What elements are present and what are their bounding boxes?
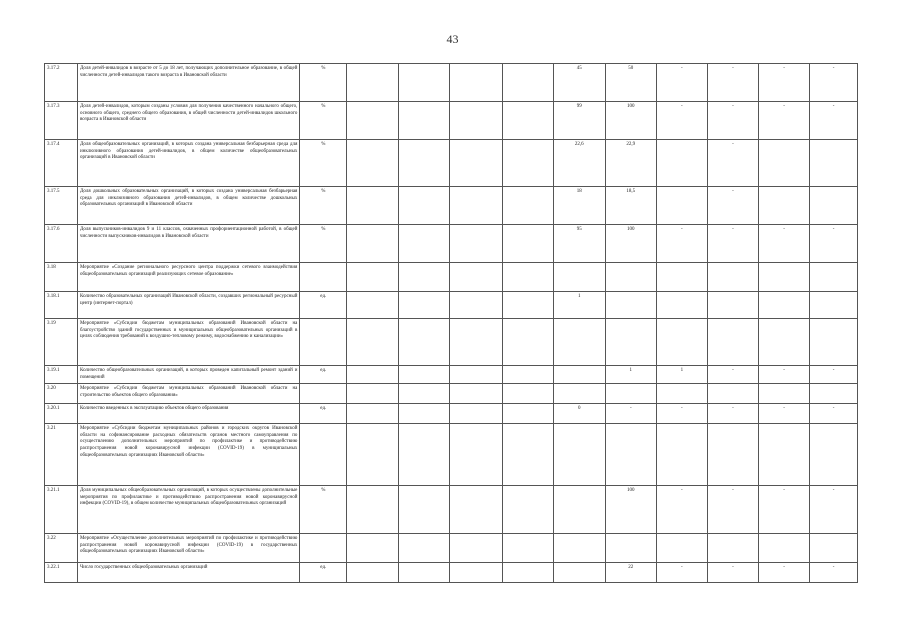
row-number: 3.17.3	[45, 102, 78, 140]
row-value: -	[759, 563, 810, 583]
row-value	[707, 424, 758, 486]
row-value	[399, 384, 450, 404]
row-value: -	[707, 404, 758, 424]
row-value: -	[707, 64, 758, 102]
row-value	[502, 404, 553, 424]
row-value: -	[810, 486, 858, 534]
table-row	[45, 404, 858, 424]
row-value	[450, 424, 502, 486]
row-number: 3.19	[45, 319, 78, 366]
table-row	[45, 187, 858, 225]
row-value	[759, 319, 810, 366]
row-value	[399, 424, 450, 486]
row-value	[399, 486, 450, 534]
row-value	[810, 263, 858, 292]
row-value	[502, 384, 553, 404]
row-value: 99	[553, 102, 605, 140]
row-value	[759, 263, 810, 292]
row-value	[502, 140, 553, 187]
row-value	[810, 424, 858, 486]
row-value	[399, 187, 450, 225]
row-value	[553, 263, 605, 292]
row-value	[656, 384, 707, 404]
row-number: 3.17.6	[45, 225, 78, 263]
row-unit: ед.	[300, 292, 347, 319]
row-unit	[300, 263, 347, 292]
row-value	[450, 319, 502, 366]
row-description: Мероприятие «Создание регионального ресурсного центра поддержки сетевого взаимодействия общеобразовательных организаций реализующих сетевое образование»	[77, 263, 299, 292]
row-value	[347, 140, 399, 187]
row-value: 0	[553, 404, 605, 424]
row-unit: %	[300, 64, 347, 102]
row-value	[605, 384, 656, 404]
row-value	[347, 319, 399, 366]
row-description: Мероприятие «Субсидии бюджетам муниципальных образований Ивановской области на строительство объектов общего образования»	[77, 384, 299, 404]
row-value	[502, 486, 553, 534]
row-value: -	[707, 225, 758, 263]
row-value	[553, 366, 605, 384]
row-value	[759, 424, 810, 486]
row-number: 3.21	[45, 424, 78, 486]
row-value	[347, 486, 399, 534]
row-value: -	[759, 486, 810, 534]
row-value	[553, 384, 605, 404]
row-value	[605, 534, 656, 563]
row-value	[450, 384, 502, 404]
row-value	[502, 534, 553, 563]
row-value	[707, 319, 758, 366]
row-unit: ед.	[300, 366, 347, 384]
table-row	[45, 366, 858, 384]
row-value	[656, 319, 707, 366]
row-unit: %	[300, 486, 347, 534]
row-value	[347, 225, 399, 263]
row-value	[450, 486, 502, 534]
row-value	[502, 424, 553, 486]
row-value	[759, 140, 810, 187]
row-value: -	[656, 486, 707, 534]
row-unit: ед.	[300, 404, 347, 424]
row-value	[707, 534, 758, 563]
row-value: -	[759, 102, 810, 140]
row-value	[553, 424, 605, 486]
row-number: 3.22	[45, 534, 78, 563]
row-value	[759, 187, 810, 225]
table-row	[45, 563, 858, 583]
table-row	[45, 534, 858, 563]
row-value	[347, 534, 399, 563]
row-value: -	[656, 64, 707, 102]
row-value	[399, 366, 450, 384]
row-value	[656, 292, 707, 319]
row-value	[759, 292, 810, 319]
row-value	[450, 563, 502, 583]
row-value: 18,5	[605, 187, 656, 225]
row-number: 3.17.2	[45, 64, 78, 102]
row-value: 50	[605, 64, 656, 102]
row-number: 3.17.5	[45, 187, 78, 225]
row-value	[810, 140, 858, 187]
row-unit: %	[300, 102, 347, 140]
row-value	[450, 366, 502, 384]
row-value	[347, 292, 399, 319]
row-value	[605, 292, 656, 319]
table-row	[45, 225, 858, 263]
row-value	[502, 563, 553, 583]
row-value	[347, 187, 399, 225]
row-value	[810, 292, 858, 319]
row-value: -	[759, 64, 810, 102]
table-row	[45, 384, 858, 404]
row-value	[502, 64, 553, 102]
row-value	[656, 140, 707, 187]
row-description: Доля детей-инвалидов, которым созданы условия для получения качественного начального общего, основного общего, среднего общего образования, в общей численности детей-инвалидов школьного возраста в Ивановской области	[77, 102, 299, 140]
row-value: 45	[553, 64, 605, 102]
row-value	[347, 366, 399, 384]
row-unit	[300, 319, 347, 366]
row-value: -	[707, 140, 758, 187]
row-value	[450, 187, 502, 225]
row-value: -	[707, 187, 758, 225]
row-value: 22	[605, 563, 656, 583]
row-number: 3.19.1	[45, 366, 78, 384]
indicators-table	[44, 63, 858, 583]
row-value	[399, 292, 450, 319]
row-value: -	[707, 102, 758, 140]
row-description: Число государственных общеобразовательных организаций	[77, 563, 299, 583]
row-value	[347, 263, 399, 292]
row-unit: ед.	[300, 563, 347, 583]
row-description: Мероприятие «Осуществление дополнительных мероприятий по профилактике и противодействию распространения новой коронавирусной инфекции (COVID-19) в государственных общеобразовательных организациях Ивановской области»	[77, 534, 299, 563]
row-number: 3.22.1	[45, 563, 78, 583]
row-value	[399, 563, 450, 583]
row-value	[810, 384, 858, 404]
row-description: Доля детей-инвалидов в возрасте от 5 до 18 лет, получающих дополнительное образование, в общей численности детей-инвалидов такого возраста в Ивановской области	[77, 64, 299, 102]
row-number: 3.17.4	[45, 140, 78, 187]
row-description: Мероприятие «Субсидии бюджетам муниципальных образований Ивановской области на благоустройство зданий государственных и муниципальных общеобразовательных организаций в целях соблюдения требований к воздушно-тепловому режиму, водоснабжению и канализации»	[77, 319, 299, 366]
table-row	[45, 424, 858, 486]
row-value: 22,6	[553, 140, 605, 187]
row-value	[450, 225, 502, 263]
row-value	[553, 486, 605, 534]
row-value	[553, 563, 605, 583]
row-value: -	[656, 102, 707, 140]
table-row	[45, 292, 858, 319]
row-value: -	[707, 486, 758, 534]
row-value	[347, 64, 399, 102]
row-value	[605, 424, 656, 486]
row-value: -	[656, 404, 707, 424]
row-value: -	[810, 225, 858, 263]
row-value: -	[707, 563, 758, 583]
row-value	[399, 319, 450, 366]
row-description: Количество образовательных организаций Ивановской области, создавших региональный ресурсный центр (интернет-портал)	[77, 292, 299, 319]
row-value	[502, 366, 553, 384]
row-value	[399, 263, 450, 292]
row-value	[399, 102, 450, 140]
row-value	[759, 384, 810, 404]
row-value: -	[605, 404, 656, 424]
row-value: 1	[553, 292, 605, 319]
row-unit: %	[300, 225, 347, 263]
row-value	[810, 187, 858, 225]
row-unit: %	[300, 140, 347, 187]
row-value	[656, 187, 707, 225]
row-unit: %	[300, 187, 347, 225]
row-value: -	[759, 366, 810, 384]
row-value	[502, 263, 553, 292]
row-value: -	[707, 366, 758, 384]
row-description: Количество введенных в эксплуатацию объектов общего образования	[77, 404, 299, 424]
row-value: -	[656, 225, 707, 263]
row-value: 1	[605, 366, 656, 384]
row-unit	[300, 424, 347, 486]
row-value	[810, 534, 858, 563]
row-description: Мероприятие «Субсидии бюджетам муниципальных районов и городских округов Ивановской области на софинансирование расходных обязательств органов местного самоуправления по осуществлению дополнительных мероприятий по профилактике и противодействию распространения новой коронавирусной инфекции (COVID-19) в муниципальных общеобразовательных организациях Ивановской области»	[77, 424, 299, 486]
row-value	[656, 263, 707, 292]
row-value	[553, 319, 605, 366]
row-value	[502, 292, 553, 319]
row-value	[347, 404, 399, 424]
row-value	[502, 187, 553, 225]
row-value	[656, 534, 707, 563]
row-description: Доля муниципальных общеобразовательных организаций, в которых осуществлены дополнительные мероприятия по профилактике и противодействию распространения новой коронавирусной инфекции (COVID-19), в общем количестве муниципальных общеобразовательных организаций	[77, 486, 299, 534]
row-value	[347, 424, 399, 486]
row-value	[450, 140, 502, 187]
row-value	[605, 263, 656, 292]
row-value: -	[810, 64, 858, 102]
row-description: Доля общеобразовательных организаций, в которых создана универсальная безбарьерная среда для инклюзивного образования детей-инвалидов, в общем количестве общеобразовательных организаций в Ивановской области	[77, 140, 299, 187]
row-value: -	[810, 404, 858, 424]
row-value: -	[810, 563, 858, 583]
row-value	[502, 102, 553, 140]
table-row	[45, 486, 858, 534]
row-value: 95	[553, 225, 605, 263]
row-value	[347, 102, 399, 140]
row-value: 100	[605, 486, 656, 534]
row-description: Доля выпускников-инвалидов 9 и 11 классов, охваченных профориентационной работой, в общей численности выпускников-инвалидов в Ивановской области	[77, 225, 299, 263]
row-value	[399, 140, 450, 187]
row-value: -	[759, 225, 810, 263]
row-unit	[300, 384, 347, 404]
table-row	[45, 140, 858, 187]
row-value: 100	[605, 225, 656, 263]
table-row	[45, 263, 858, 292]
row-value: 18	[553, 187, 605, 225]
row-number: 3.20	[45, 384, 78, 404]
row-value	[450, 64, 502, 102]
row-unit	[300, 534, 347, 563]
row-value	[810, 319, 858, 366]
row-value: -	[656, 563, 707, 583]
row-description: Количество общеобразовательных организаций, в которых проведен капитальный ремонт зданий и помещений	[77, 366, 299, 384]
row-value	[399, 404, 450, 424]
row-value	[553, 534, 605, 563]
row-number: 3.18	[45, 263, 78, 292]
row-value	[347, 384, 399, 404]
row-value: 22,9	[605, 140, 656, 187]
row-value: -	[810, 366, 858, 384]
row-value	[450, 534, 502, 563]
row-value	[605, 319, 656, 366]
row-value	[502, 319, 553, 366]
row-number: 3.21.1	[45, 486, 78, 534]
row-value	[399, 534, 450, 563]
row-value: 100	[605, 102, 656, 140]
table-row	[45, 319, 858, 366]
row-value	[502, 225, 553, 263]
row-description: Доля дошкольных образовательных организаций, в которых создана универсальная безбарьерная среда для инклюзивного образования детей-инвалидов, в общем количестве дошкольных образовательных организаций в Ивановской области	[77, 187, 299, 225]
row-value	[707, 384, 758, 404]
row-value	[707, 263, 758, 292]
row-value: 1	[656, 366, 707, 384]
row-number: 3.20.1	[45, 404, 78, 424]
row-value	[450, 292, 502, 319]
row-number: 3.18.1	[45, 292, 78, 319]
row-value	[450, 263, 502, 292]
row-value	[759, 534, 810, 563]
page-number: 43	[446, 32, 459, 46]
row-value	[399, 64, 450, 102]
row-value	[347, 563, 399, 583]
row-value	[450, 404, 502, 424]
table-row	[45, 64, 858, 102]
table-row	[45, 102, 858, 140]
row-value	[707, 292, 758, 319]
row-value	[450, 102, 502, 140]
row-value	[656, 424, 707, 486]
row-value	[399, 225, 450, 263]
row-value: -	[810, 102, 858, 140]
row-value: -	[759, 404, 810, 424]
